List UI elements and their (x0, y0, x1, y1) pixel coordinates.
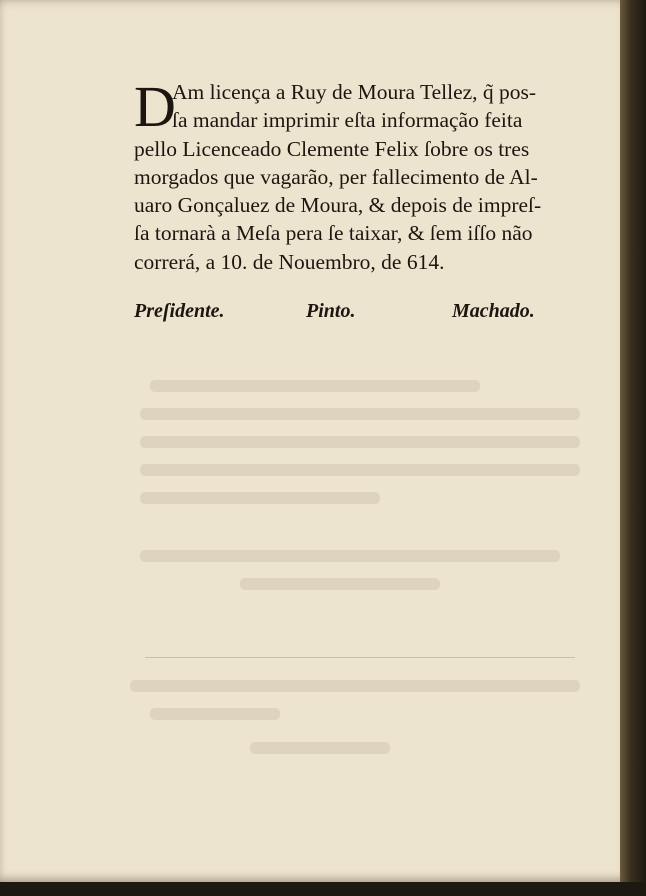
text-line: correrá, a 10. de Nouembro, de 614. (134, 249, 445, 274)
dropcap: D (134, 74, 176, 139)
book-spine (620, 0, 646, 896)
license-text (134, 74, 604, 276)
text-line: Am licença a Ruy de Moura Tellez, q̃ pos- (172, 80, 537, 104)
text-line: pello Licenceado Clemente Felix ſobre os tres (134, 136, 530, 161)
signature-pinto: Pinto. (306, 300, 356, 322)
text-line: ſa tornarà a Meſa pera ſe taixar, & ſem iſſo não (134, 221, 533, 246)
text-line: morgados que vagarão, per fallecimento de Al- (134, 164, 538, 189)
bleed-through-rule (145, 657, 575, 658)
text-line: uaro Gonçaluez de Moura, & depois de impreſ- (134, 193, 542, 218)
text-line: ſa mandar imprimir eſta informação feita (172, 108, 523, 133)
signature-machado: Machado. (452, 300, 535, 322)
signature-president: Preſidente. (134, 300, 225, 322)
page-bottom-edge (0, 882, 646, 896)
